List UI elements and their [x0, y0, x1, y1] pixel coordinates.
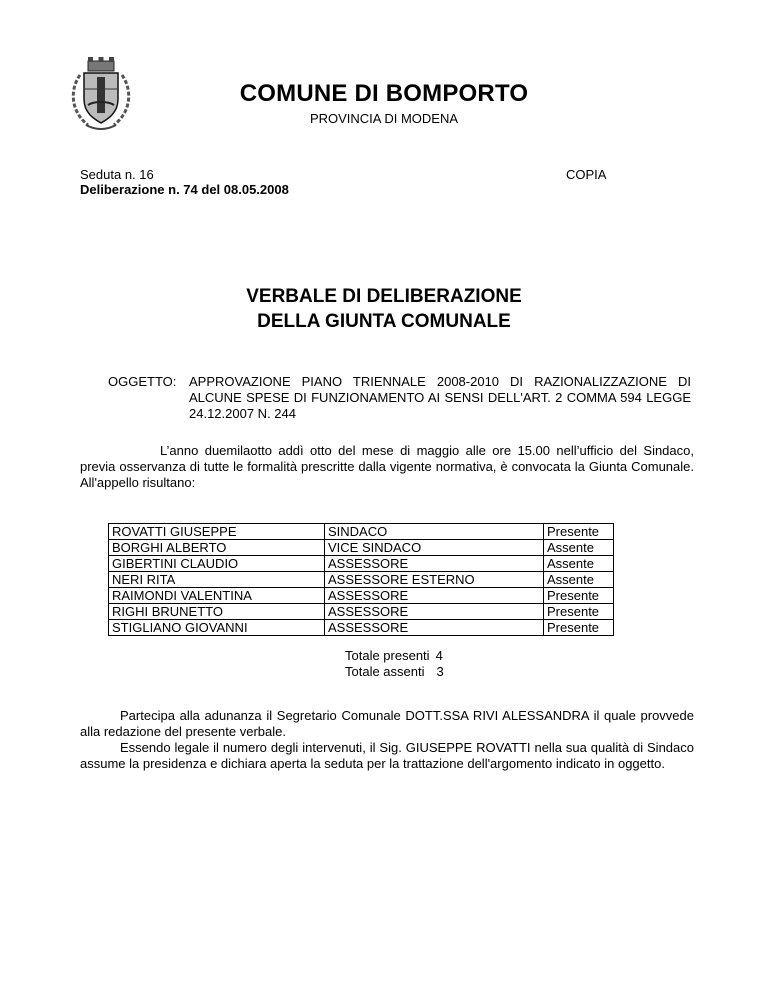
table-row	[109, 540, 614, 556]
municipality-title: COMUNE DI BOMPORTO	[239, 80, 529, 107]
session-number: Seduta n. 16	[80, 167, 154, 182]
member-role: ASSESSORE	[325, 588, 544, 604]
totals-present-value: 4	[435, 648, 443, 663]
member-role: ASSESSORE	[325, 604, 544, 620]
member-name: STIGLIANO GIOVANNI	[109, 620, 325, 636]
table-row	[109, 604, 614, 620]
attendance-table	[108, 523, 614, 636]
subject-label: OGGETTO:	[108, 374, 177, 389]
member-status: Assente	[544, 540, 614, 556]
table-row	[109, 572, 614, 588]
member-name: NERI RITA	[109, 572, 325, 588]
member-role: ASSESSORE	[325, 556, 544, 572]
member-status: Presente	[544, 604, 614, 620]
totals-present-label: Totale presenti	[345, 648, 430, 663]
member-status: Assente	[544, 572, 614, 588]
member-status: Assente	[544, 556, 614, 572]
member-status: Presente	[544, 588, 614, 604]
member-status: Presente	[544, 620, 614, 636]
closing-paragraph-presidency: Essendo legale il numero degli intervenuti, il Sig. GIUSEPPE ROVATTI nella sua qualità di Sindaco assume la presidenza e dichiara aperta la seduta per la trattazione dell'argomento indicato in oggetto.	[80, 740, 694, 771]
member-name: GIBERTINI CLAUDIO	[109, 556, 325, 572]
document-heading-line-1: VERBALE DI DELIBERAZIONE	[246, 286, 522, 307]
attendance-totals	[345, 648, 444, 680]
copy-label: COPIA	[566, 167, 607, 182]
deliberation-number: Deliberazione n. 74 del 08.05.2008	[80, 182, 289, 197]
member-role: SINDACO	[325, 524, 544, 540]
intro-paragraph: L’anno duemilaotto addì otto del mese di maggio alle ore 15.00 nell’ufficio del Sindaco, previa osservanza di tutte le formalità prescritte dalla vigente normativa, è convocata la Giunta Comunale. All'appello risultano:	[80, 443, 694, 490]
member-name: ROVATTI GIUSEPPE	[109, 524, 325, 540]
closing-wrap	[80, 708, 694, 772]
province-name: PROVINCIA DI MODENA	[309, 111, 459, 126]
table-row	[109, 620, 614, 636]
closing-paragraph-secretary: Partecipa alla adunanza il Segretario Comunale DOTT.SSA RIVI ALESSANDRA il quale provvede alla redazione del presente verbale.	[80, 708, 694, 739]
totals-absent-value: 3	[436, 664, 444, 679]
totals-absent-row	[345, 664, 444, 680]
totals-absent-label: Totale assenti	[345, 664, 425, 679]
member-status: Presente	[544, 524, 614, 540]
closing-section	[80, 708, 694, 772]
document-heading-line-2: DELLA GIUNTA COMUNALE	[257, 311, 511, 332]
totals-present-row	[345, 648, 444, 664]
member-name: RIGHI BRUNETTO	[109, 604, 325, 620]
member-role: VICE SINDACO	[325, 540, 544, 556]
member-role: ASSESSORE	[325, 620, 544, 636]
subject-text: APPROVAZIONE PIANO TRIENNALE 2008-2010 DI RAZIONALIZZAZIONE DI ALCUNE SPESE DI FUNZIONAMENTO AI SENSI DELL'ART. 2 COMMA 594 LEGGE 24.12.2007 N. 244	[189, 374, 691, 421]
member-name: RAIMONDI VALENTINA	[109, 588, 325, 604]
member-role: ASSESSORE ESTERNO	[325, 572, 544, 588]
member-name: BORGHI ALBERTO	[109, 540, 325, 556]
table-row	[109, 556, 614, 572]
attendance-table-body	[109, 524, 614, 636]
table-row	[109, 588, 614, 604]
table-row	[109, 524, 614, 540]
